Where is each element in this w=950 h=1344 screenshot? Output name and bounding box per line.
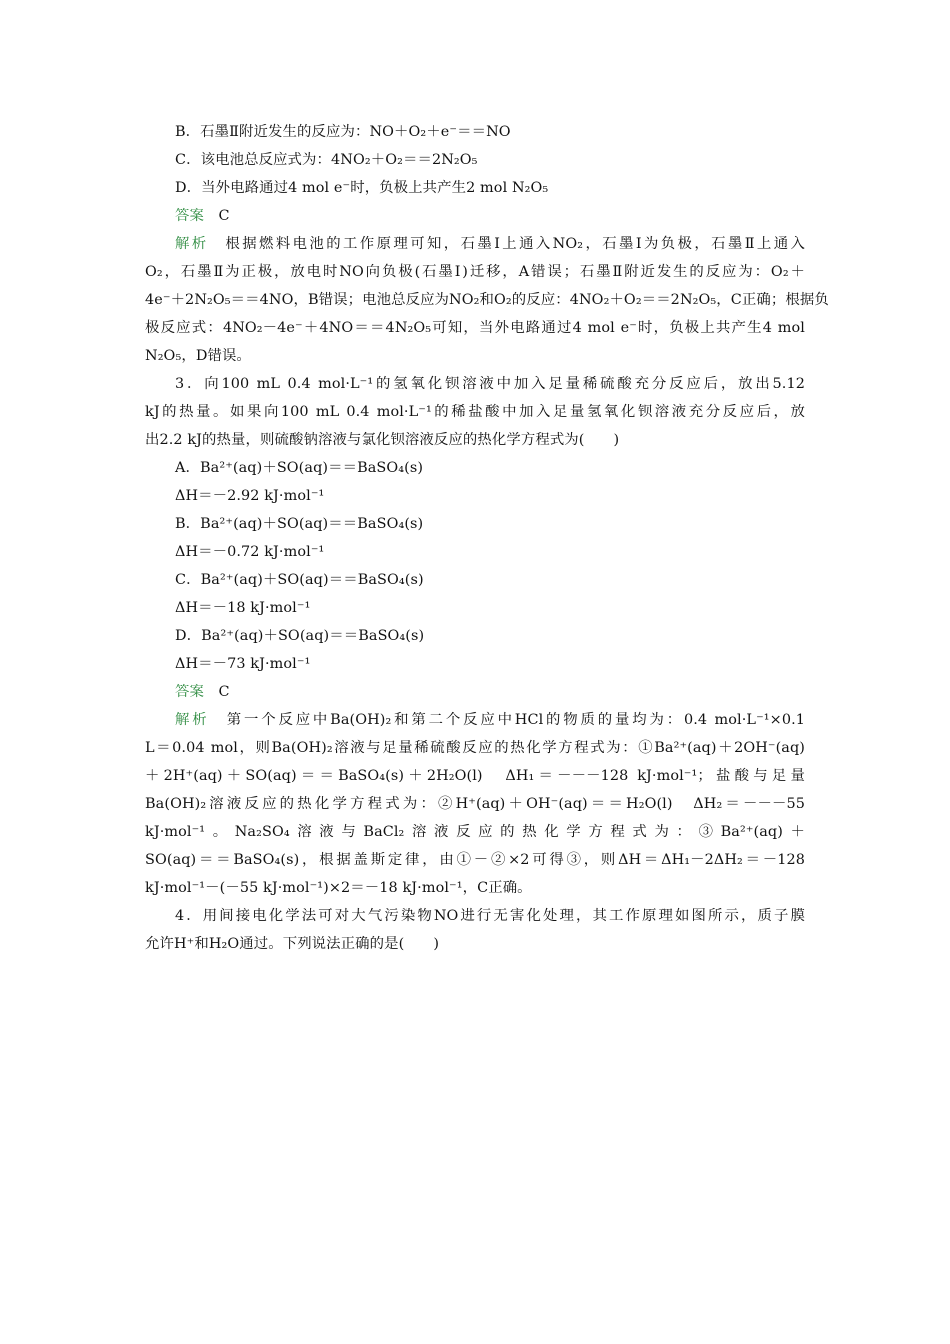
q3-option-c-dh: ΔH＝－18 kJ·mol⁻¹ (175, 600, 311, 616)
q2-analysis-line-2: O₂，石墨Ⅱ为正极，放电时NO向负极(石墨Ⅰ)迁移，A错误；石墨Ⅱ附近发生的反应为：O₂＋ (145, 264, 805, 280)
q3-stem-line-3: 出2.2 kJ的热量，则硫酸钠溶液与氯化钡溶液反应的热化学方程式为( ) (145, 432, 620, 448)
q2-analysis-line-4: 极反应式：4NO₂－4e⁻＋4NO＝＝4N₂O₅可知，当外电路通过4 mol e⁻时，负极上共产生4 mol (145, 320, 805, 336)
answer-value: C (218, 684, 230, 700)
q3-option-d-dh: ΔH＝－73 kJ·mol⁻¹ (175, 656, 311, 672)
analysis-label: 解析 (175, 236, 209, 252)
q2-analysis-line-3: 4e⁻＋2N₂O₅＝＝4NO，B错误；电池总反应为NO₂和O₂的反应：4NO₂＋O₂＝＝2N₂O₅，C正确；根据负 (145, 292, 829, 308)
q3-analysis-line-3: ＋2H⁺(aq)＋SO(aq)＝＝BaSO₄(s)＋2H₂O(l) ΔH₁＝－－－128 kJ·mol⁻¹；盐酸与足量 (145, 768, 805, 784)
q3-option-a-eq: A．Ba²⁺(aq)＋SO(aq)＝＝BaSO₄(s) (175, 460, 424, 476)
analysis-text: 第一个反应中Ba(OH)₂和第二个反应中HCl的物质的量均为：0.4 mol·L⁻¹×0.1 (226, 712, 805, 728)
q2-option-d: D．当外电路通过4 mol e⁻时，负极上共产生2 mol N₂O₅ (175, 180, 549, 196)
q3-option-b-eq: B．Ba²⁺(aq)＋SO(aq)＝＝BaSO₄(s) (175, 516, 424, 532)
q3-analysis-line-1 (175, 710, 805, 730)
q4-stem-line-2: 允许H⁺和H₂O通过。下列说法正确的是( ) (145, 936, 440, 952)
q2-option-c: C．该电池总反应式为：4NO₂＋O₂＝＝2N₂O₅ (175, 152, 478, 168)
q3-analysis-line-2: L＝0.04 mol，则Ba(OH)₂溶液与足量稀硫酸反应的热化学方程式为：①Ba²⁺(aq)＋2OH⁻(aq) (145, 740, 805, 756)
q2-analysis-line-1 (175, 234, 805, 254)
answer-label: 答案 (175, 208, 204, 224)
q3-stem-line-1: 3．向100 mL 0.4 mol·L⁻¹的氢氧化钡溶液中加入足量稀硫酸充分反应后，放出5.12 (175, 376, 805, 392)
q3-analysis-line-7: kJ·mol⁻¹－(－55 kJ·mol⁻¹)×2＝－18 kJ·mol⁻¹，C正确。 (145, 880, 532, 896)
q2-answer (175, 206, 835, 226)
q3-stem-line-2: kJ的热量。如果向100 mL 0.4 mol·L⁻¹的稀盐酸中加入足量氢氧化钡溶液充分反应后，放 (145, 404, 805, 420)
q3-analysis-line-4: Ba(OH)₂溶液反应的热化学方程式为：②H⁺(aq)＋OH⁻(aq)＝＝H₂O(l) ΔH₂＝－－－55 (145, 796, 805, 812)
q3-option-a-dh: ΔH＝－2.92 kJ·mol⁻¹ (175, 488, 325, 504)
answer-value: C (218, 208, 230, 224)
analysis-label: 解析 (175, 712, 210, 728)
q4-stem-line-1: 4．用间接电化学法可对大气污染物NO进行无害化处理，其工作原理如图所示，质子膜 (175, 908, 805, 924)
q2-option-b: B．石墨Ⅱ附近发生的反应为：NO＋O₂＋e⁻＝＝NO (175, 124, 511, 140)
answer-label: 答案 (175, 684, 204, 700)
q3-analysis-line-5: kJ·mol⁻¹。Na₂SO₄溶液与BaCl₂溶液反应的热化学方程式为：③Ba²⁺(aq)＋ (145, 824, 805, 840)
q3-option-c-eq: C．Ba²⁺(aq)＋SO(aq)＝＝BaSO₄(s) (175, 572, 424, 588)
q2-analysis-line-5: N₂O₅，D错误。 (145, 348, 251, 364)
q3-option-d-eq: D．Ba²⁺(aq)＋SO(aq)＝＝BaSO₄(s) (175, 628, 425, 644)
q3-option-b-dh: ΔH＝－0.72 kJ·mol⁻¹ (175, 544, 325, 560)
analysis-text: 根据燃料电池的工作原理可知，石墨Ⅰ上通入NO₂，石墨Ⅰ为负极，石墨Ⅱ上通入 (225, 236, 806, 252)
q3-answer (175, 682, 835, 702)
q3-analysis-line-6: SO(aq)＝＝BaSO₄(s)，根据盖斯定律，由①－②×2可得③，则ΔH＝ΔH₁－2ΔH₂＝－128 (145, 852, 806, 868)
